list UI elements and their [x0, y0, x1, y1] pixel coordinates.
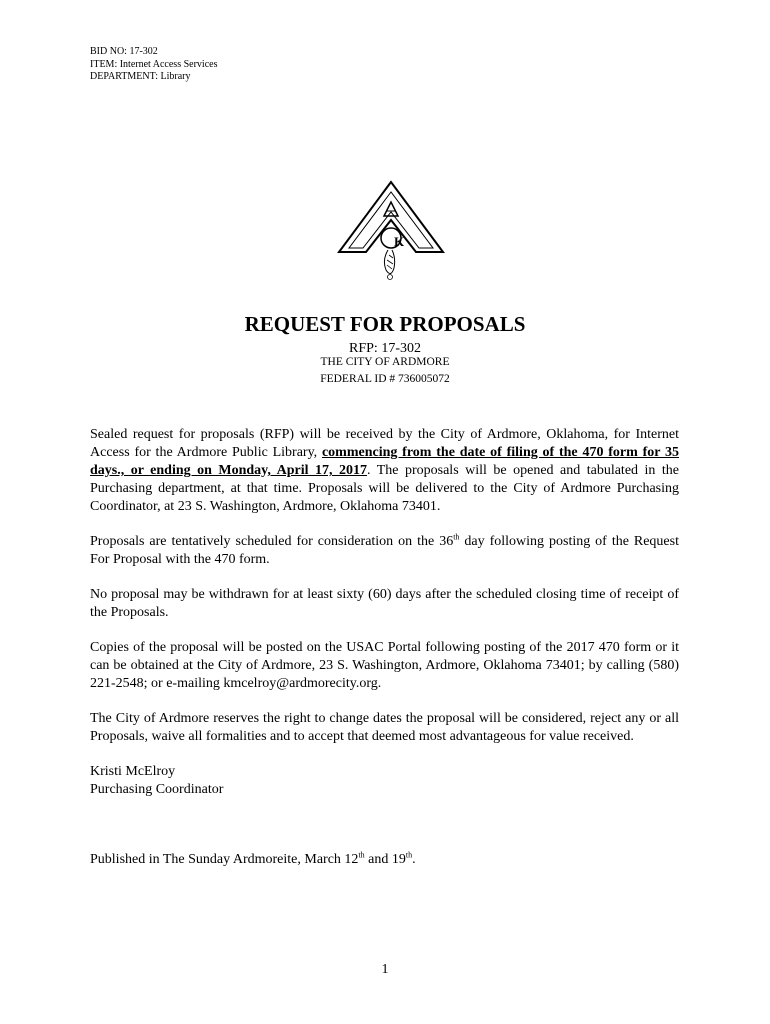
city-seal-icon [336, 180, 446, 285]
document-title: REQUEST FOR PROPOSALS [244, 312, 526, 336]
paragraph-reservation: The City of Ardmore reserves the right to change dates the proposal will be considered, reject any or all Proposals, waive all formalities and to accept that deemed most advantageous for value received. [90, 711, 679, 744]
signature-block [90, 763, 679, 799]
publication-note: Published in The Sunday Ardmoreite, March 12th and 19th. [90, 850, 416, 867]
deadline-emphasis: commencing from the date of filing of the 470 form for 35 days., or ending on Monday, April 17, 2017 [90, 445, 679, 478]
city-name: THE CITY OF ARDMORE [320, 356, 450, 368]
page-number: 1 [381, 962, 389, 977]
bid-number: BID NO: 17-302 [90, 46, 158, 57]
signer-role: Purchasing Coordinator [90, 782, 224, 797]
bid-header [90, 46, 217, 84]
signer-name: Kristi McElroy [90, 764, 176, 779]
rfp-number: RFP: 17-302 [349, 341, 421, 356]
paragraph-copies: Copies of the proposal will be posted on the USAC Portal following posting of the 2017 470 form or it can be obtained at the City of Ardmore, 23 S. Washington, Ardmore, Oklahoma 73401; by calling (580) 221-2548; or e-mailing kmcelroy@ardmorecity.org. [90, 640, 679, 691]
document-body [90, 426, 679, 799]
svg-text:K: K [394, 234, 405, 249]
paragraph-consideration: Proposals are tentatively scheduled for consideration on the 36th day following posting of the Request For Proposal with the 470 form. [90, 532, 679, 567]
bid-department: DEPARTMENT: Library [90, 71, 191, 82]
federal-id: FEDERAL ID # 736005072 [320, 373, 450, 385]
paragraph-withdrawal: No proposal may be withdrawn for at least sixty (60) days after the scheduled closing time of receipt of the Proposals. [90, 587, 679, 620]
paragraph-submission: Sealed request for proposals (RFP) will be received by the City of Ardmore, Oklahoma, for Internet Access for the Ardmore Public Library, commencing from the date of filing of the 470 form for 35 days., or ending on Monday, April 17, 2017. The proposals will be opened and tabulated in the Purchasing department, at that time. Proposals will be delivered to the City of Ardmore Purchasing Coordinator, at 23 S. Washington, Ardmore, Oklahoma 73401. [90, 427, 679, 514]
bid-item: ITEM: Internet Access Services [90, 58, 218, 70]
